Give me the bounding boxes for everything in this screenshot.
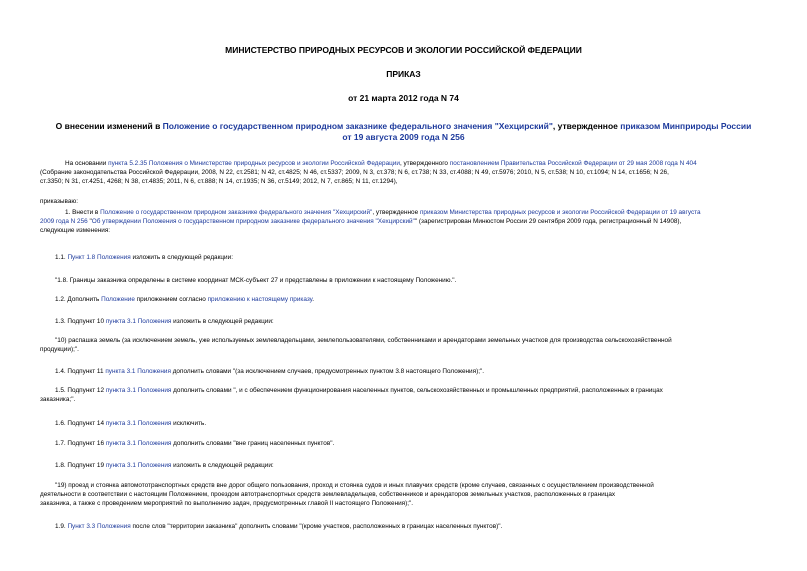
item-1-2 <box>55 296 314 304</box>
item-1-3-text-1: 1.3. Подпункт 10 <box>55 318 106 325</box>
quote-19-line-1: "19) проезд и стоянка автомототранспортных средств вне дорог общего пользования, проход и стоянка судов и иных плавучих средств (кроме случаев, связанных с осуществлением производственной <box>55 482 654 489</box>
item-1-9-text-2: после слов "территории заказника" дополнить словами "(кроме участков, расположенных в границах населенных пунктов)". <box>130 523 503 530</box>
item-1-2-text-3: . <box>312 296 315 303</box>
item1-line-1 <box>65 209 701 217</box>
basis-line-3: ст.3350; N 31, ст.4251, 4268; N 38, ст.4835; 2011, N 6, ст.888; N 14, ст.1935; N 36, ст.5149; 2012, N 7, ст.865; N 11, ст.1294), <box>40 178 398 185</box>
item-1-8-text-2: изложить в следующей редакции: <box>171 462 274 469</box>
item-1-7-link[interactable]: пункта 3.1 Положения <box>105 440 172 447</box>
item-1-1-text-2: изложить в следующей редакции: <box>130 254 233 261</box>
doc-type-heading: ПРИКАЗ <box>386 69 421 79</box>
basis-text-1: На основании <box>65 160 109 167</box>
basis-line-1 <box>65 160 697 168</box>
quote-19-line-2: деятельности в соответствии с настоящим Положением, проездом автотранспортных средств землевладельцев, собственников и арендаторов земельных участков, расположенных в границах <box>40 491 616 498</box>
title-link-order[interactable]: приказом Минприроды России <box>620 121 752 131</box>
basis-link-government-decree[interactable]: постановлением Правительства Российской Федерации от 29 мая 2008 года N 404 <box>449 160 697 167</box>
quote-10-line-1: "10) распашка земель (за исключением земель, уже используемых землевладельцами, землепользователями, собственниками и арендаторами земельных участков для производства сельскохозяйственной <box>55 337 672 344</box>
quote-10-line-2: продукции);". <box>40 346 79 353</box>
basis-line-2: (Собрание законодательства Российской Федерации, 2008, N 22, ст.2581; N 42, ст.4825; N 46, ст.5337; 2009, N 3, ст.378; N 6, ст.738; N 33, ст.4088; N 49, ст.5976; 2010, N 5, ст.538; N 10, ст.1094; N 14, ст.1656; N 26, <box>40 169 669 176</box>
item-1-3-link[interactable]: пункта 3.1 Положения <box>105 318 172 325</box>
item-1-6-link[interactable]: пункта 3.1 Положения <box>105 420 172 427</box>
item-1-9-link[interactable]: Пункт 3.3 Положения <box>67 523 131 530</box>
item-1-3-text-2: изложить в следующей редакции: <box>171 318 274 325</box>
order-word: приказываю: <box>40 198 78 205</box>
item1-link-order-number[interactable]: 2009 года N 256 <box>40 218 88 225</box>
item1-link-approval[interactable]: Об утверждении Положения о государственном природном заказнике федерального значения "Хехцирский" <box>91 218 415 225</box>
quote-19-line-3: заказника, а также с проведением мероприятий по выполнению задач, предусмотренных главой II настоящего Положения);". <box>40 500 414 507</box>
item-1-7-text-1: 1.7. Подпункт 16 <box>55 440 106 447</box>
item-1-8-link[interactable]: пункта 3.1 Положения <box>105 462 172 469</box>
item1-text-2: , утвержденное <box>372 209 420 216</box>
item-1-4-text-1: 1.4. Подпункт 11 <box>55 368 106 375</box>
item-1-4 <box>55 368 484 376</box>
item-1-2-text-2: приложением согласно <box>134 296 208 303</box>
title-link-order-date[interactable]: от 19 августа 2009 года N 256 <box>342 132 465 142</box>
item-1-3 <box>55 318 274 326</box>
item-1-4-text-2: дополнить словами "(за исключением случаев, предусмотренных пунктом 3.8 настоящего Положения);". <box>170 368 485 375</box>
item-1-9 <box>55 523 502 531</box>
item-1-2-link-regulation[interactable]: Положение <box>101 296 135 303</box>
title-link-regulation[interactable]: Положение о государственном природном заказнике федерального значения "Хехцирский" <box>162 121 553 131</box>
item-1-5-text-2: дополнить словами ", и с обеспечением функционирования населенных пунктов, сельскохозяйственных и промышленных предприятий, расположенных в границах <box>171 387 663 394</box>
basis-link-ministry-regulation[interactable]: пункта 5.2.35 Положения о Министерстве природных ресурсов и экологии Российской Федерации <box>108 160 400 167</box>
item-1-5-text-1: 1.5. Подпункт 12 <box>55 387 106 394</box>
doc-date-heading: от 21 марта 2012 года N 74 <box>348 93 459 103</box>
item-1-1 <box>55 254 233 262</box>
item-1-8-text-1: 1.8. Подпункт 19 <box>55 462 106 469</box>
item-1-5-line-1 <box>55 387 767 395</box>
quote-1-8: "1.8. Границы заказника определены в системе координат МСК-субъект 27 и представлены в приложении к настоящему Положению.". <box>55 277 457 284</box>
item-1-4-link[interactable]: пункта 3.1 Положения <box>105 368 171 375</box>
item-1-7-text-2: дополнить словами "вне границ населенных пунктов". <box>171 440 335 447</box>
item-1-5-link[interactable]: пункта 3.1 Положения <box>105 387 172 394</box>
item1-link-regulation[interactable]: Положение о государственном природном заказнике федерального значения "Хехцирский" <box>100 209 373 216</box>
item1-line-3: следующие изменения: <box>40 227 111 234</box>
item-1-2-link-appendix[interactable]: приложению к настоящему приказу <box>207 296 313 303</box>
item1-line-2 <box>40 218 681 226</box>
ministry-heading: МИНИСТЕРСТВО ПРИРОДНЫХ РЕСУРСОВ И ЭКОЛОГИИ РОССИЙСКОЙ ФЕДЕРАЦИИ <box>225 45 582 55</box>
item1-link-ministry-order[interactable]: приказом Министерства природных ресурсов и экологии Российской Федерации от 19 августа <box>419 209 701 216</box>
item-1-1-link[interactable]: Пункт 1.8 Положения <box>67 254 131 261</box>
item-1-6-text-1: 1.6. Подпункт 14 <box>55 420 106 427</box>
item1-text-3: " <box>87 218 92 225</box>
item-1-6 <box>55 420 206 428</box>
item-1-9-text-1: 1.9. <box>55 523 68 530</box>
item-1-6-text-2: исключить. <box>171 420 207 427</box>
item-1-2-text-1: 1.2. Дополнить <box>55 296 102 303</box>
title-text-1: О внесении изменений в <box>55 121 163 131</box>
item-1-5-line-2: заказника;". <box>40 396 76 403</box>
item-1-7 <box>55 440 334 448</box>
title-text-2: , утвержденное <box>552 121 621 131</box>
item-1-8 <box>55 462 274 470</box>
item1-text-4: " (зарегистрирован Минюстом России 29 сентября 2009 года, регистрационный N 14908), <box>414 218 682 225</box>
item-1-1-text-1: 1.1. <box>55 254 68 261</box>
document-title <box>30 121 777 143</box>
basis-text-2: , утвержденного <box>399 160 450 167</box>
item1-text-1: 1. Внести в <box>65 209 101 216</box>
